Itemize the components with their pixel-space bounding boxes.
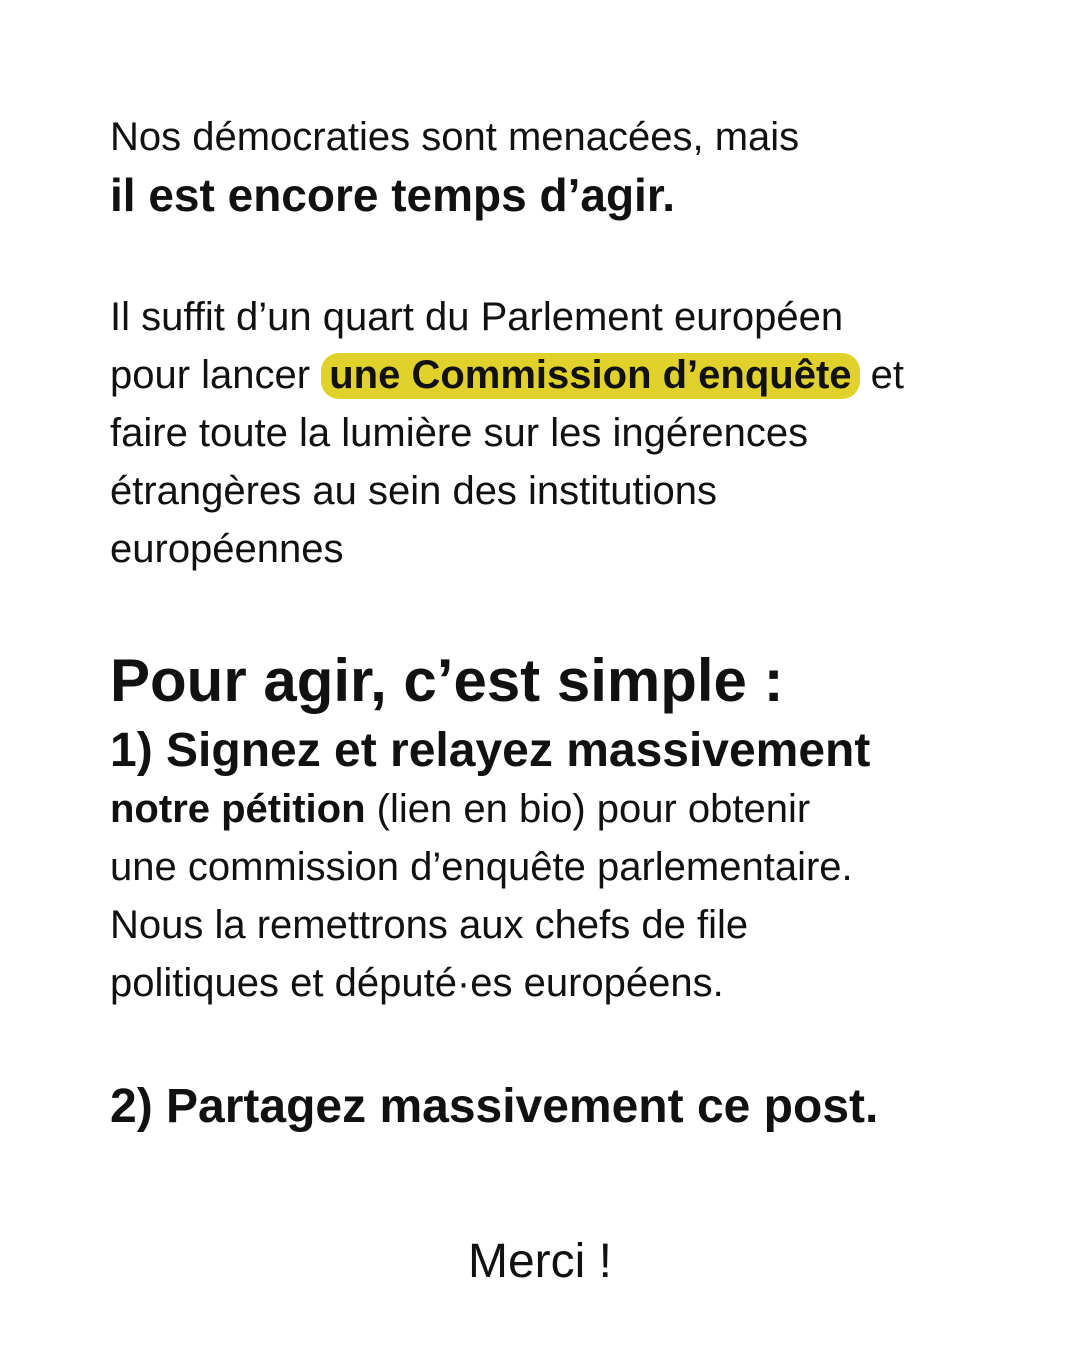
step2-text: 2) Partagez massivement <box>110 1080 697 1133</box>
thanks-text: Merci ! <box>468 1235 612 1288</box>
paragraph-text: pour lancer <box>110 353 322 397</box>
paragraph-line: étrangères au sein des institutions <box>110 469 718 513</box>
step1-body <box>110 780 980 1012</box>
content <box>110 108 980 1136</box>
intro-headline: il est encore temps d’agir. <box>110 169 675 221</box>
commission-paragraph <box>110 288 980 578</box>
step1-line <box>110 780 980 838</box>
step1-line: une commission d’enquête parlementaire. <box>110 845 853 889</box>
step1-text: (lien en bio) pour obtenir <box>365 787 811 831</box>
paragraph-line: européennes <box>110 527 344 571</box>
petition-link: notre pétition <box>110 780 366 838</box>
step1-title: 1) Signez et relayez massivement <box>110 724 871 777</box>
paragraph-line: faire toute la lumière sur les ingérences <box>110 411 809 455</box>
step2 <box>110 1078 980 1136</box>
paragraph-line <box>110 346 980 404</box>
commission-highlight: une Commission d’enquête <box>321 353 859 399</box>
share-post-highlight: ce post. <box>697 1078 878 1136</box>
paragraph-text: et <box>859 353 905 397</box>
intro-line: Nos démocraties sont menacées, mais <box>110 115 800 159</box>
step1-line: Nous la remettrons aux chefs de file <box>110 903 749 947</box>
step1-line: politiques et député·es européens. <box>110 961 724 1005</box>
paragraph-line: Il suffit d’un quart du Parlement européen <box>110 295 844 339</box>
action-heading: Pour agir, c’est simple : <box>110 647 784 714</box>
